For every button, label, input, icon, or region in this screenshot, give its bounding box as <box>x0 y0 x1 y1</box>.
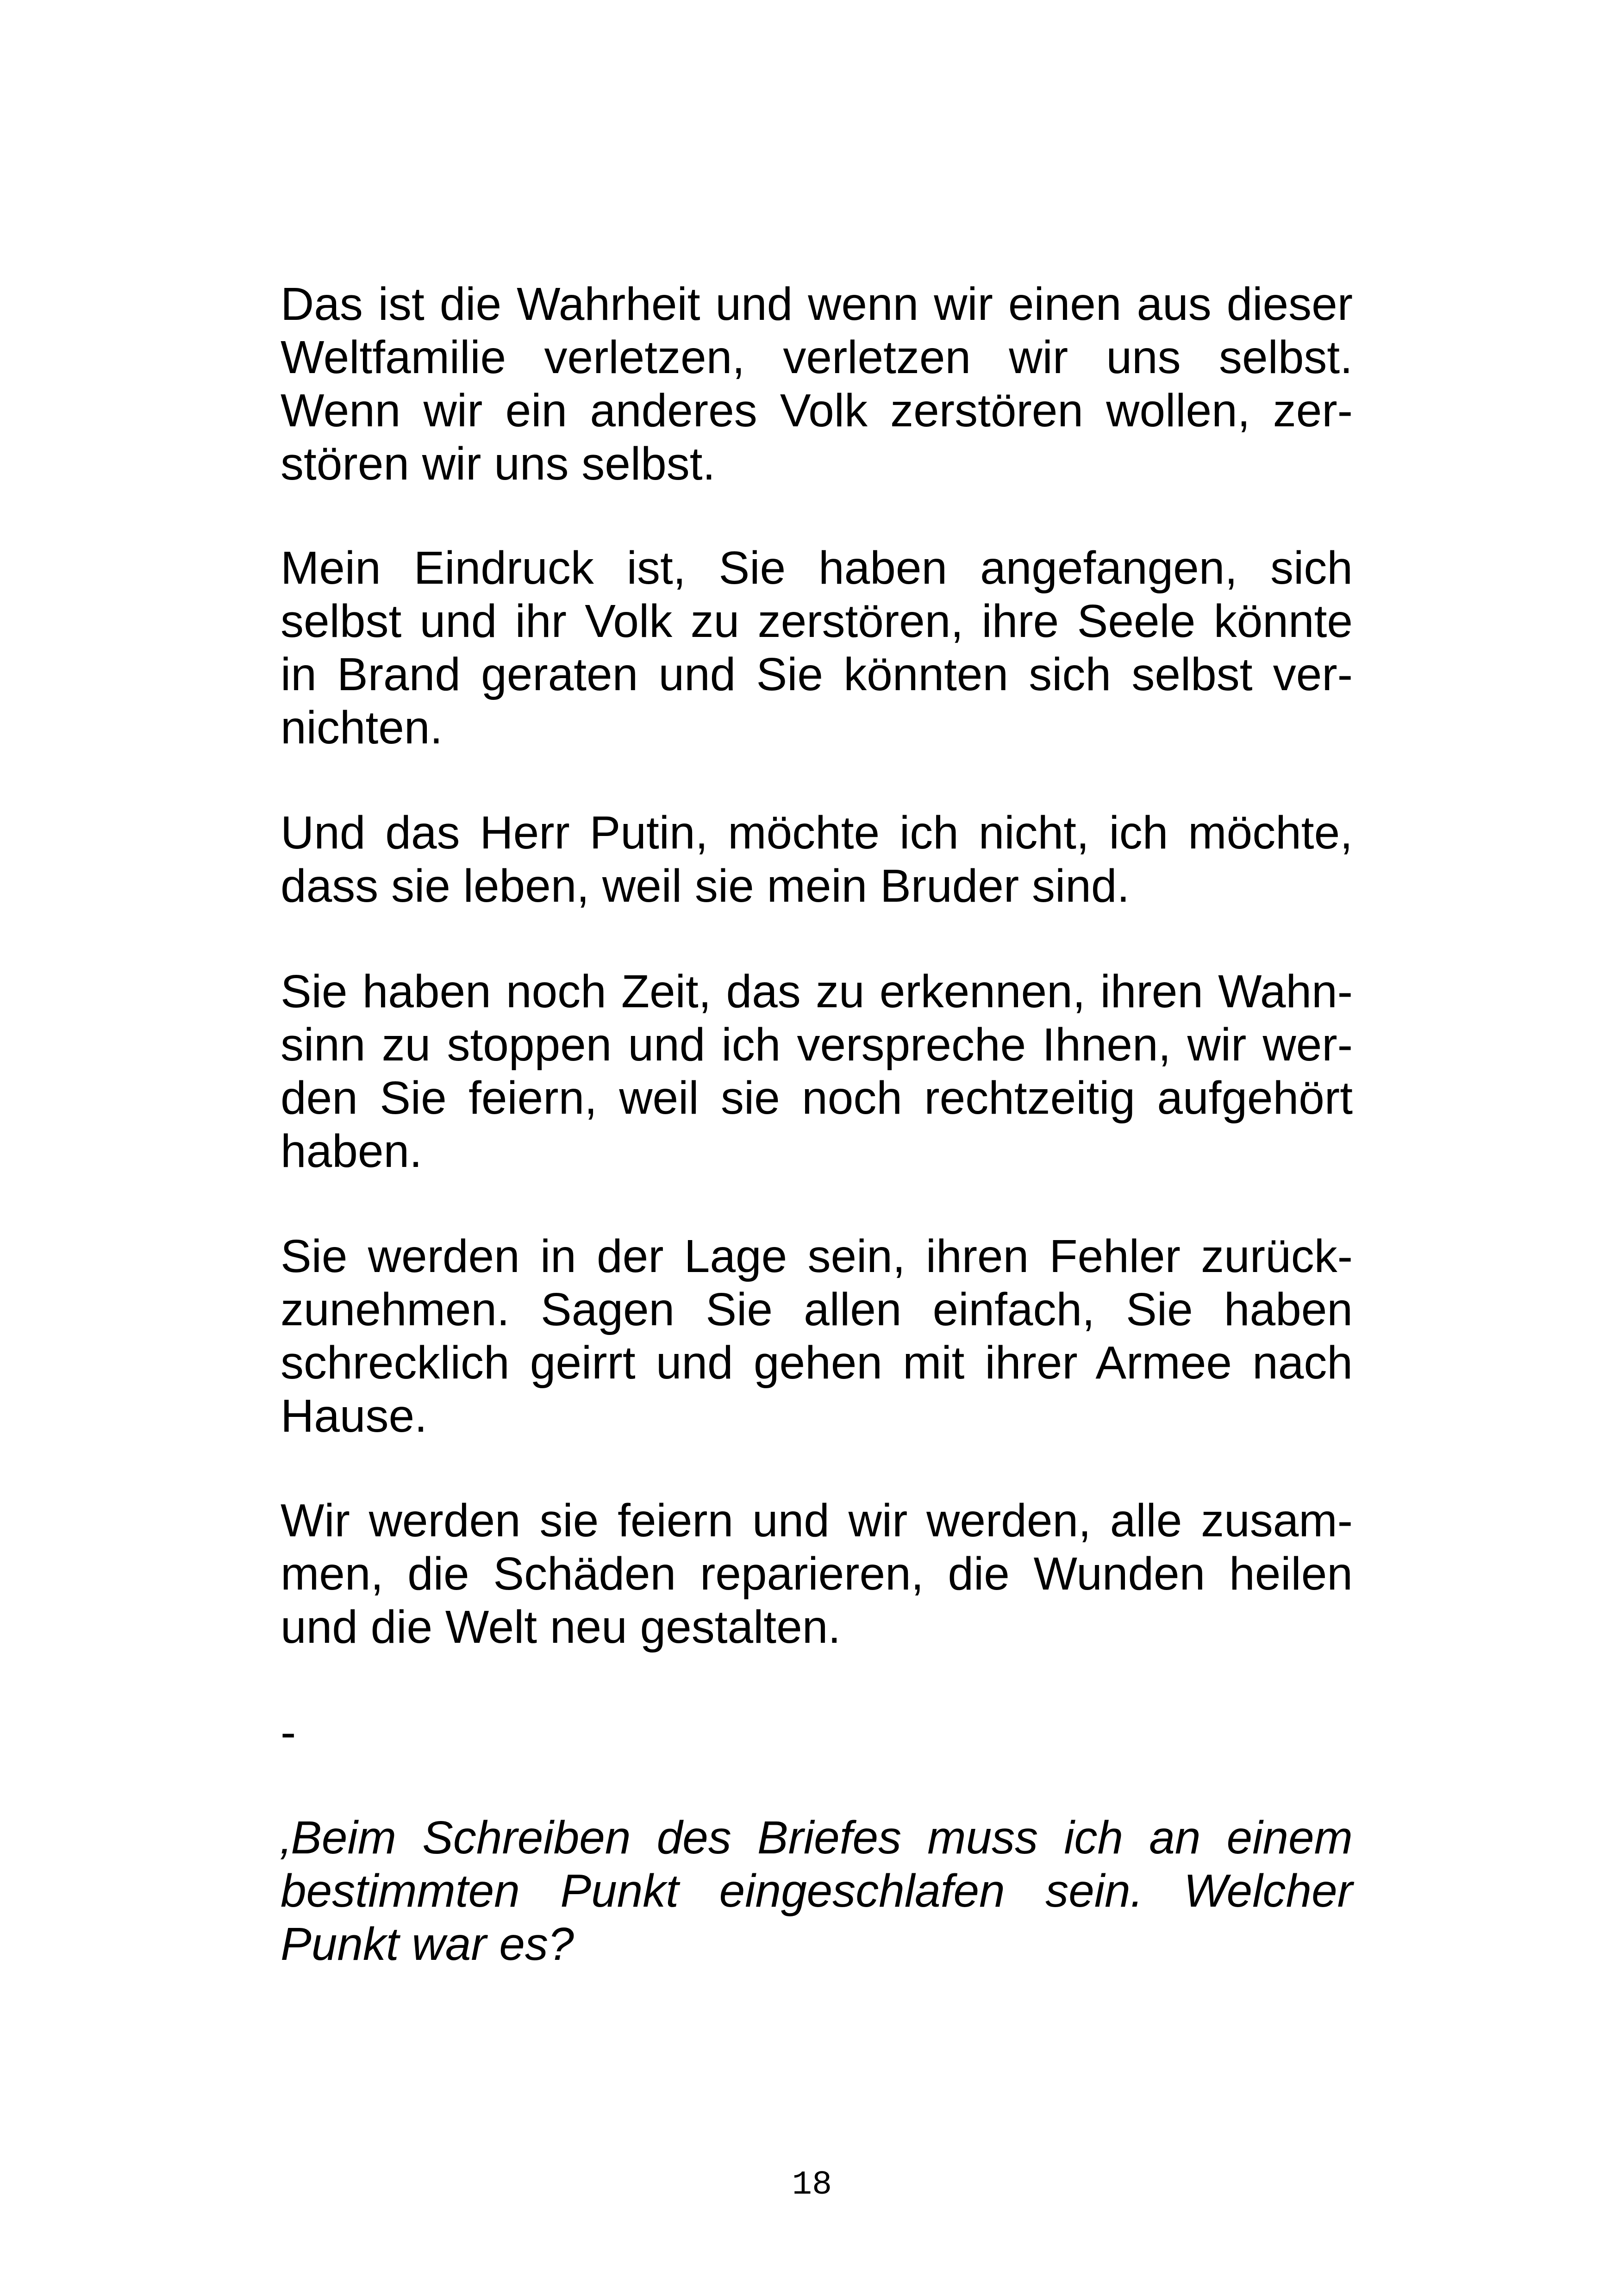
paragraph-line: nichten. <box>281 702 443 754</box>
paragraph-line: in Brand geraten und Sie könnten sich selbst ver- <box>281 649 1353 700</box>
paragraph-3 <box>281 806 1353 913</box>
paragraph-line: zunehmen. Sagen Sie allen einfach, Sie haben <box>281 1284 1353 1335</box>
quote-line: Punkt war es? <box>281 1918 574 1970</box>
separator-dash: - <box>281 1706 296 1758</box>
paragraph-line: men, die Schäden reparieren, die Wunden heilen <box>281 1548 1353 1600</box>
paragraph-line: Hause. <box>281 1390 427 1442</box>
page-number: 18 <box>792 2166 832 2204</box>
paragraph-line: haben. <box>281 1125 422 1177</box>
paragraph-line: Und das Herr Putin, möchte ich nicht, ich möchte, <box>281 807 1353 859</box>
paragraph-line: dass sie leben, weil sie mein Bruder sind. <box>281 860 1130 912</box>
paragraph-5 <box>281 1230 1353 1443</box>
separator <box>281 1706 1353 1759</box>
paragraph-line: Mein Eindruck ist, Sie haben angefangen, sich <box>281 542 1353 594</box>
paragraph-line: schrecklich geirrt und gehen mit ihrer Armee nach <box>281 1337 1353 1389</box>
paragraph-line: Wenn wir ein anderes Volk zerstören wollen, zer- <box>281 385 1353 437</box>
paragraph-4 <box>281 965 1353 1178</box>
paragraph-2 <box>281 542 1353 755</box>
paragraph-6 <box>281 1494 1353 1654</box>
paragraph-line: Das ist die Wahrheit und wenn wir einen aus dieser <box>281 278 1353 330</box>
paragraph-line: stören wir uns selbst. <box>281 438 716 490</box>
paragraph-line: Sie haben noch Zeit, das zu erkennen, ihren Wahn- <box>281 966 1353 1017</box>
quote-line: ‚Beim Schreiben des Briefes muss ich an einem <box>281 1812 1353 1864</box>
paragraph-line: sinn zu stoppen und ich verspreche Ihnen, wir wer- <box>281 1019 1353 1071</box>
paragraph-line: Wir werden sie feiern und wir werden, alle zusam- <box>281 1495 1353 1547</box>
paragraph-line: Weltfamilie verletzen, verletzen wir uns selbst. <box>281 331 1353 383</box>
paragraph-line: Sie werden in der Lage sein, ihren Fehler zurück- <box>281 1230 1353 1282</box>
paragraph-line: den Sie feiern, weil sie noch rechtzeitig aufgehört <box>281 1072 1353 1124</box>
quote-line: bestimmten Punkt eingeschlafen sein. Welcher <box>281 1865 1353 1917</box>
paragraph-line: selbst und ihr Volk zu zerstören, ihre Seele könnte <box>281 595 1353 647</box>
paragraph-line: und die Welt neu gestalten. <box>281 1601 841 1653</box>
paragraph-1 <box>281 278 1353 491</box>
italic-quote <box>281 1811 1353 1971</box>
